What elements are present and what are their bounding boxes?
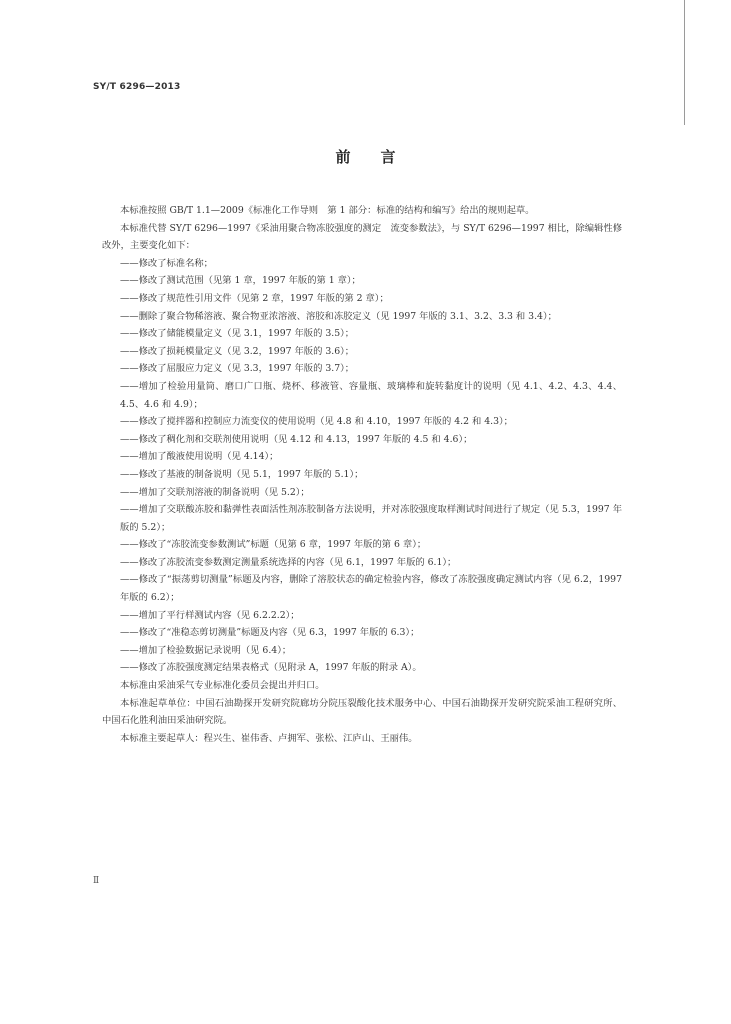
list-item: ——增加了酸液使用说明（见 4.14）； [120, 451, 279, 463]
list-item: ——增加了交联酸冻胶和黏弹性表面活性剂冻胶制备方法说明，并对冻胶强度取样测试时间进行了规定（见 5.3，1997 年版的 5.2）； [120, 504, 622, 533]
list-item: ——删除了聚合物稀溶液、聚合物亚浓溶液、溶胶和冻胶定义（见 1997 年版的 3.1、3.2、3.3 和 3.4）； [120, 310, 557, 322]
scan-edge-line [684, 0, 685, 125]
list-item: ——修改了稠化剂和交联剂使用说明（见 4.12 和 4.13，1997 年版的 4.5 和 4.6）； [120, 433, 473, 445]
list-item: ——增加了交联剂溶液的制备说明（见 5.2）； [120, 486, 310, 498]
list-item: ——修改了搅拌器和控制应力流变仪的使用说明（见 4.8 和 4.10，1997 年版的 4.2 和 4.3）； [120, 416, 513, 428]
list-item: ——修改了标准名称； [120, 257, 213, 269]
page-number: Ⅱ [93, 876, 100, 886]
list-item: ——修改了“准稳态剪切测量”标题及内容（见 6.3，1997 年版的 6.3）； [120, 627, 420, 639]
document-id: SY/T 6296—2013 [93, 82, 181, 92]
list-item: ——修改了冻胶流变参数测定测量系统选择的内容（见 6.1，1997 年版的 6.1）； [120, 556, 457, 568]
foreword-body [102, 202, 622, 747]
list-item: ——增加了检验用量筒、磨口广口瓶、烧杯、移液管、容量瓶、玻璃棒和旋转黏度计的说明（见 4.1、4.2、4.3、4.4、4.5、4.6 和 4.9）； [120, 380, 622, 410]
list-item: ——修改了测试范围（见第 1 章，1997 年版的第 1 章）； [120, 275, 361, 287]
closing-paragraph: 本标准起草单位：中国石油勘探开发研究院廊坊分院压裂酸化技术服务中心、中国石油勘探开发研究院采油工程研究所、中国石化胜利油田采油研究院。 [102, 697, 622, 727]
list-item: ——修改了“振荡剪切测量”标题及内容，删除了溶胶状态的确定检验内容，修改了冻胶强度确定测试内容（见 6.2，1997 年版的 6.2）； [120, 574, 622, 604]
page-title: 前言 [335, 148, 426, 166]
closing-paragraph: 本标准由采油采气专业标准化委员会提出并归口。 [120, 680, 325, 692]
closing-paragraph: 本标准主要起草人：程兴生、崔伟香、卢拥军、张松、江庐山、王丽伟。 [120, 732, 418, 744]
list-item: ——修改了基液的制备说明（见 5.1，1997 年版的 5.1）； [120, 468, 364, 480]
list-item: ——修改了储能模量定义（见 3.1，1997 年版的 3.5）； [120, 328, 355, 340]
list-item: ——修改了屈服应力定义（见 3.3，1997 年版的 3.7）； [120, 363, 355, 375]
list-item: ——修改了规范性引用文件（见第 2 章，1997 年版的第 2 章）； [120, 292, 389, 304]
list-item: ——修改了冻胶强度测定结果表格式（见附录 A，1997 年版的附录 A）。 [120, 662, 422, 674]
intro-paragraph: 本标准代替 SY/T 6296—1997《采油用聚合物冻胶强度的测定 流变参数法》，与 SY/T 6296—1997 相比，除编辑性修改外，主要变化如下： [102, 222, 622, 252]
list-item: ——修改了“冻胶流变参数测试”标题（见第 6 章，1997 年版的第 6 章）； [120, 539, 427, 551]
list-item: ——增加了检验数据记录说明（见 6.4）； [120, 644, 292, 656]
changes-list [102, 255, 622, 677]
intro-paragraph: 本标准按照 GB/T 1.1—2009《标准化工作导则 第 1 部分：标准的结构和编写》给出的规则起草。 [120, 205, 535, 216]
list-item: ——增加了平行样测试内容（见 6.2.2.2）； [120, 609, 300, 621]
list-item: ——修改了损耗模量定义（见 3.2，1997 年版的 3.6）； [120, 345, 355, 357]
